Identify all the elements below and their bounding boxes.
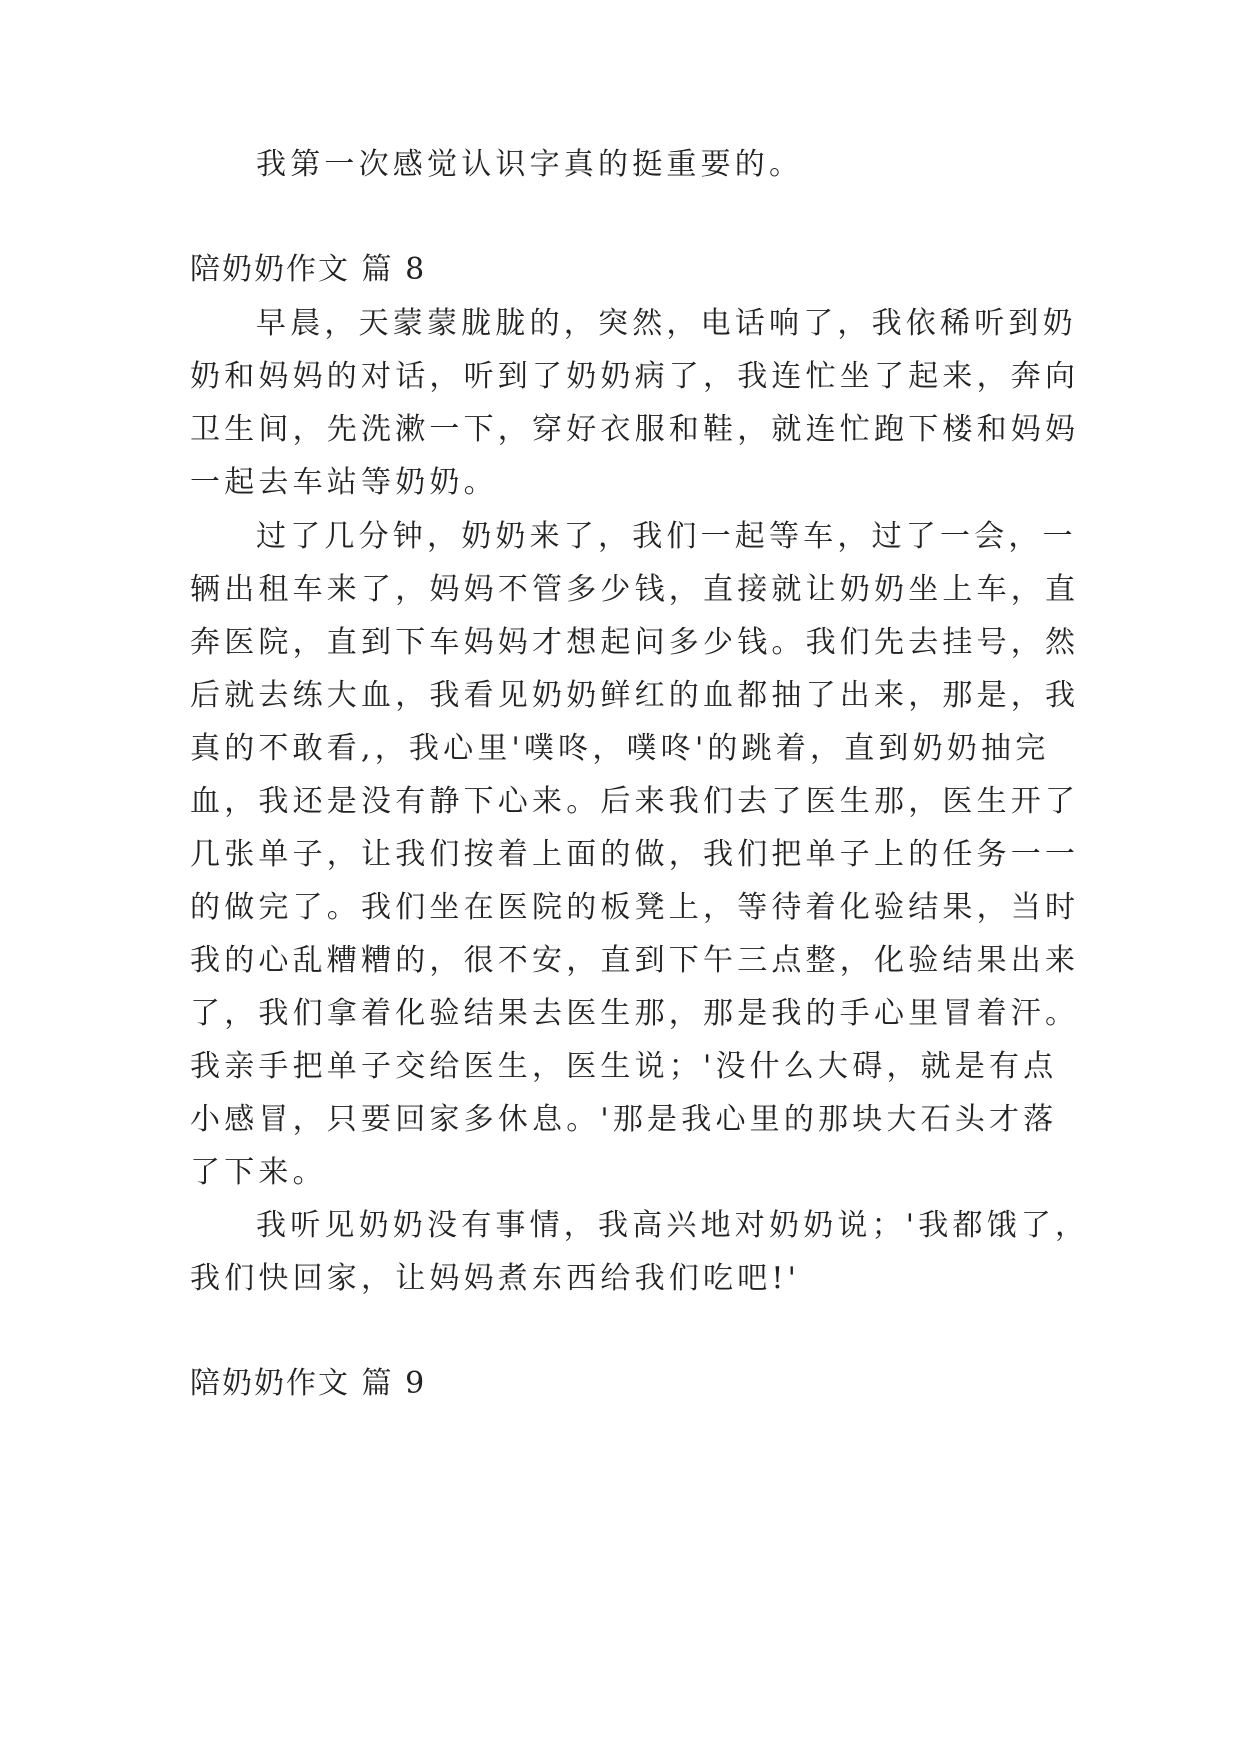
paragraph-line: 真的不敢看,，我心里'噗咚，噗咚'的跳着，直到奶奶抽完 <box>190 731 1050 766</box>
essay-heading-9: 陪奶奶作文 篇 9 <box>190 1366 427 1401</box>
paragraph-line: 后就去练大血，我看见奶奶鲜红的血都抽了出来，那是，我 <box>190 678 1080 713</box>
essay-heading-8: 陪奶奶作文 篇 8 <box>190 252 427 287</box>
paragraph-line: 我亲手把单子交给医生，医生说；'没什么大碍，就是有点 <box>190 1049 1058 1084</box>
paragraph-line: 的做完了。我们坐在医院的板凳上，等待着化验结果，当时 <box>190 890 1080 925</box>
paragraph-line: 我听见奶奶没有事情，我高兴地对奶奶说；'我都饿了， <box>256 1208 1090 1243</box>
paragraph-line: 卫生间，先洗漱一下，穿好衣服和鞋，就连忙跑下楼和妈妈 <box>190 412 1080 447</box>
paragraph-line: 过了几分钟，奶奶来了，我们一起等车，过了一会，一 <box>256 519 1077 554</box>
paragraph-line: 一起去车站等奶奶。 <box>190 465 498 500</box>
paragraph-line: 了，我们拿着化验结果去医生那，那是我的手心里冒着汗。 <box>190 996 1080 1031</box>
paragraph-line: 几张单子，让我们按着上面的做，我们把单子上的任务一一 <box>190 837 1080 872</box>
paragraph-line: 小感冒，只要回家多休息。'那是我心里的那块大石头才落 <box>190 1102 1058 1137</box>
paragraph-line: 早晨，天蒙蒙胧胧的，突然，电话响了，我依稀听到奶 <box>256 306 1077 341</box>
paragraph-line: 我的心乱糟糟的，很不安，直到下午三点整，化验结果出来 <box>190 943 1080 978</box>
paragraph-line: 辆出租车来了，妈妈不管多少钱，直接就让奶奶坐上车，直 <box>190 572 1080 607</box>
intro-line: 我第一次感觉认识字真的挺重要的。 <box>256 147 804 182</box>
paragraph-line: 了下来。 <box>190 1155 327 1190</box>
paragraph-line: 我们快回家，让妈妈煮东西给我们吃吧!' <box>190 1261 801 1296</box>
paragraph-line: 奶和妈妈的对话，听到了奶奶病了，我连忙坐了起来，奔向 <box>190 359 1080 394</box>
paragraph-line: 血，我还是没有静下心来。后来我们去了医生那，医生开了 <box>190 784 1080 819</box>
paragraph-line: 奔医院，直到下车妈妈才想起问多少钱。我们先去挂号，然 <box>190 625 1080 660</box>
